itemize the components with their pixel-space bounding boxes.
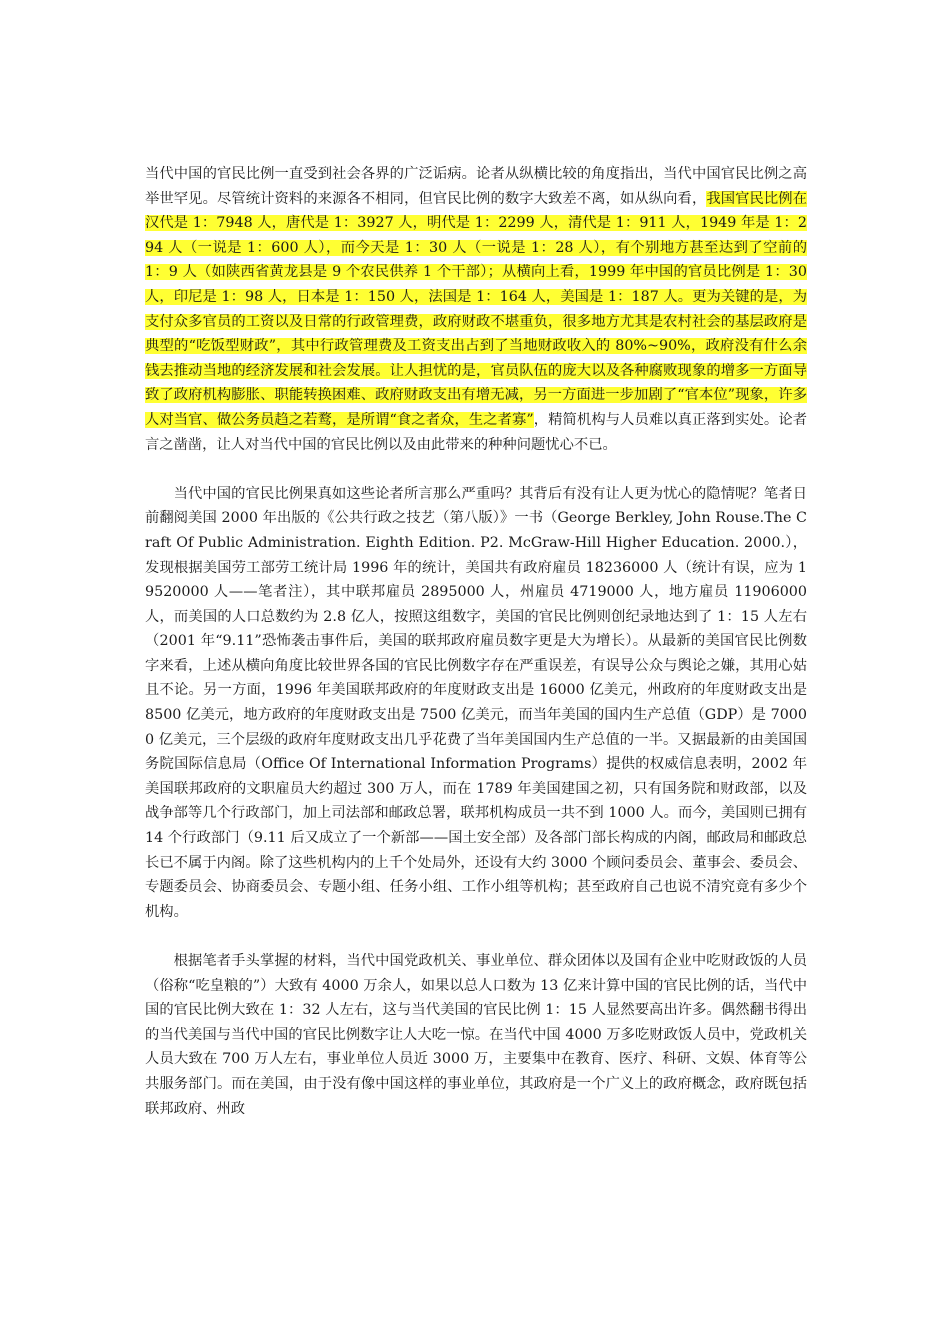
highlighted-passage: 我国官民比例在汉代是 1：7948 人，唐代是 1：3927 人，明代是 1：2299 人，清代是 1：911 人，1949 年是 1：294 人（一说是 1：600 人），而今天是 1：30 人（一说是 1：28 人），有个别地方甚至达到了空前的 1：9 人（如陕西省黄龙县是 9 个农民供养 1 个干部）；从横向上看，1999 年中国的官员比例是 1：30 人，印尼是 1：98 人，日本是 1：150 人，法国是 1：164 人，美国是 1：187 人。更为关键的是，为支付众多官员的工资以及日常的行政管理费，政府财政不堪重负，很多地方尤其是农村社会的基层政府是典型的“吃饭型财政”，其中行政管理费及工资支出占到了当地财政收入的 80%~90%，政府没有什么余钱去推动当地的经济发展和社会发展。让人担忧的是，官员队伍的庞大以及各种腐败现象的增多一方面导致了政府机构膨胀、职能转换困难、政府财政支出有增无减，另一方面进一步加剧了“官本位”现象，许多人对当官、做公务员趋之若鹜，是所谓“食之者众，生之者寡” — [145, 190, 808, 428]
paragraph-2-text: 当代中国的官民比例果真如这些论者所言那么严重吗？其背后有没有让人更为忧心的隐情呢？笔者日前翻阅美国 2000 年出版的《公共行政之技艺（第八版）》一书（George Berkley, John Rouse.The Craft Of Public Administration. Eighth Edition. P2. McGraw-Hill Higher Education. 2000.），发现根据美国劳工部劳工统计局 1996 年的统计，美国共有政府雇员 18236000 人（统计有误，应为 19520000 人——笔者注），其中联邦雇员 2895000 人，州雇员 4719000 人，地方雇员 11906000 人，而美国的人口总数约为 2.8 亿人，按照这组数字，美国的官民比例则创纪录地达到了 1：15 人左右（2001 年“9.11”恐怖袭击事件后，美国的联邦政府雇员数字更是大为增长）。从最新的美国官民比例数字来看，上述从横向角度比较世界各国的官民比例数字存在严重误差，有误导公众与舆论之嫌，其用心姑且不论。另一方面，1996 年美国联邦政府的年度财政支出是 16000 亿美元，州政府的年度财政支出是 8500 亿美元，地方政府的年度财政支出是 7500 亿美元，而当年美国的国内生产总值（GDP）是 70000 亿美元，三个层级的政府年度财政支出几乎花费了当年美国国内生产总值的一半。又据最新的由美国国务院国际信息局（Office Of International Information Programs）提供的权威信息表明，2002 年美国联邦政府的文职雇员大约超过 300 万人，而在 1789 年美国建国之初，只有国务院和财政部，以及战争部等几个行政部门，加上司法部和邮政总署，联邦机构成员一共不到 1000 人。而今，美国则已拥有 14 个行政部门（9.11 后又成立了一个新部——国土安全部）及各部门部长构成的内阁，邮政局和邮政总长已不属于内阁。除了这些机构内的上千个处局外，还设有大约 3000 个顾问委员会、董事会、委员会、专题委员会、协商委员会、专题小组、任务小组、工作小组等机构；甚至政府自己也说不清究竟有多少个机构。 — [145, 485, 807, 920]
paragraph-1-conclusion: ，精简机构与人员难以真正落到实处。论者言之凿凿，让人对当代中国的官民比例以及由此带来的种种问题忧心不已。 — [145, 411, 808, 453]
document-body — [145, 162, 807, 1146]
paragraph-2 — [145, 482, 807, 925]
paragraph-3-text: 根据笔者手头掌握的材料，当代中国党政机关、事业单位、群众团体以及国有企业中吃财政饭的人员（俗称“吃皇粮的”）大致有 4000 万余人，如果以总人口数为 13 亿来计算中国的官民比例的话，当代中国的官民比例大致在 1：32 人左右，这与当代美国的官民比例 1：15 人显然要高出许多。偶然翻书得出的当代美国与当代中国的官民比例数字让人大吃一惊。在当代中国 4000 万多吃财政饭人员中，党政机关人员大致在 700 万人左右，事业单位人员近 3000 万，主要集中在教育、医疗、科研、文娱、体育等公共服务部门。而在美国，由于没有像中国这样的事业单位，其政府是一个广义上的政府概念，政府既包括联邦政府、州政 — [145, 953, 807, 1117]
paragraph-1 — [145, 162, 807, 457]
paragraph-3 — [145, 949, 807, 1121]
paragraph-1-intro: 当代中国的官民比例一直受到社会各界的广泛诟病。论者从纵横比较的角度指出，当代中国官民比例之高举世罕见。尽管统计资料的来源各不相同，但官民比例的数字大致差不离，如从纵向看， — [145, 166, 807, 207]
